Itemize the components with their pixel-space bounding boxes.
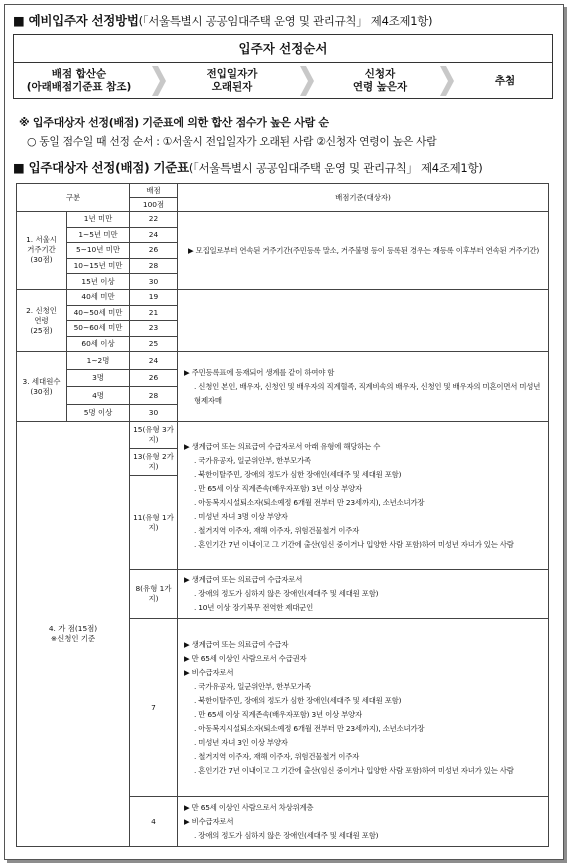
row-criterion: 1년 미만 xyxy=(67,212,130,228)
row-score: 4 xyxy=(130,797,178,847)
desc-line: . 철거지역 이주자, 재해 이주자, 위험건물철거 이주자 xyxy=(194,525,360,535)
step-line: 신청자 xyxy=(364,68,396,80)
chevron-right-icon xyxy=(440,66,454,96)
header-basis: 배점기준(대상자) xyxy=(178,184,549,212)
row-score: 30 xyxy=(130,274,178,290)
row-score: 21 xyxy=(130,305,178,321)
row-criterion: 50~60세 미만 xyxy=(67,321,130,337)
row-score: 28 xyxy=(130,258,178,274)
row-criterion: 5~10년 미만 xyxy=(67,243,130,259)
heading-reference: (「서울특별시 공공임대주택 운영 및 관리규칙」 제4조제1항) xyxy=(138,14,433,28)
note-tie-break: ○ 동일 점수일 때 선정 순서 : ①서울시 전입일자가 오래된 사람 ②신청자 연령이 높은 사람 xyxy=(27,135,437,148)
section-label: 2. 신청인 연령 (25점) xyxy=(17,289,67,351)
desc-line: ▶ 만 65세 이상인 사람으로서 차상위계층 xyxy=(184,802,314,812)
row-criterion: 1~5년 미만 xyxy=(67,227,130,243)
order-step-4 xyxy=(458,63,552,99)
desc-line: ▶ 만 65세 이상인 사람으로서 수급권자 xyxy=(184,653,307,663)
row-criterion: 60세 이상 xyxy=(67,336,130,352)
section-description xyxy=(178,422,549,570)
section-description xyxy=(178,212,549,290)
desc-line: ▶ 생계급여 또는 의료급여 수급자 xyxy=(184,639,289,649)
section-label: 3. 세대원수 (30점) xyxy=(17,352,67,422)
chevron-right-icon xyxy=(300,66,314,96)
row-score: 23 xyxy=(130,321,178,337)
row-criterion: 5명 이상 xyxy=(67,404,130,422)
desc-line: . 아동복지시설퇴소자(퇴소예정 6개월 전부터 만 23세까지), 소년소녀가장 xyxy=(194,497,425,507)
step-line: 전입일자가 xyxy=(206,68,258,80)
order-step-3 xyxy=(320,63,440,99)
criteria-table xyxy=(16,183,549,847)
row-criterion: 15년 이상 xyxy=(67,274,130,290)
desc-line: . 장애의 정도가 심하지 않은 장애인(세대주 및 세대원 포함) xyxy=(194,830,379,840)
row-score: 11(유형 1가지) xyxy=(130,476,178,570)
chevron-right-icon xyxy=(152,66,166,96)
desc-line: . 북한이탈주민, 장애의 정도가 심한 장애인(세대주 및 세대원 포함) xyxy=(194,469,402,479)
section-heading-selection-method xyxy=(13,11,432,29)
desc-line: ▶ 비수급자로서 xyxy=(184,816,234,826)
row-score: 24 xyxy=(130,352,178,370)
heading-marker: ■ xyxy=(13,13,25,28)
desc-line: . 만 65세 이상 직계존속(배우자포함) 3년 이상 부양자 xyxy=(194,483,362,493)
row-score: 26 xyxy=(130,369,178,387)
row-criterion: 40세 미만 xyxy=(67,289,130,305)
row-score: 19 xyxy=(130,289,178,305)
step-line: 배점 합산순 xyxy=(51,68,107,80)
desc-line: . 미성년 자녀 3인 이상 부양자 xyxy=(194,737,288,747)
heading-reference: (「서울특별시 공공임대주택 운영 및 관리규칙」 제4조제1항) xyxy=(188,161,483,175)
order-step-2 xyxy=(172,63,292,99)
row-score: 15(유형 3가지) xyxy=(130,422,178,449)
desc-line: . 미성년 자녀 3명 이상 부양자 xyxy=(194,511,288,521)
selection-order-box xyxy=(13,34,553,99)
desc-line: ▶ 모집일로부터 연속된 거주기간(주민등록 말소, 거주불명 등이 등록된 경우는 재등록 이후부터 연속된 거주기간) xyxy=(188,245,540,255)
heading-title: 예비입주자 선정방법 xyxy=(28,13,139,28)
section-description xyxy=(178,619,549,797)
section-description xyxy=(178,570,549,619)
row-score: 30 xyxy=(130,404,178,422)
row-criterion: 1~2명 xyxy=(67,352,130,370)
desc-line: . 10년 이상 장기복무 전역한 제대군인 xyxy=(194,603,314,613)
desc-line: ▶ 주민등록표에 등재되어 생계를 같이 하여야 함 xyxy=(184,367,335,377)
row-criterion: 4명 xyxy=(67,387,130,405)
section-description xyxy=(178,289,549,351)
desc-line: . 국가유공자, 일군위안부, 한부모가족 xyxy=(194,681,311,691)
note-total-score: ※ 입주대상자 선정(배점) 기준표에 의한 합산 점수가 높은 사람 순 xyxy=(19,116,329,129)
desc-line: . 만 65세 이상 직계존속(배우자포함) 3년 이상 부양자 xyxy=(194,709,362,719)
row-criterion: 10~15년 미만 xyxy=(67,258,130,274)
step-line: 오래된자 xyxy=(211,81,253,93)
selection-order-title: 입주자 선정순서 xyxy=(14,35,552,63)
step-line: 추첨 xyxy=(494,74,516,87)
desc-line: . 신청인 본인, 배우자, 신청인 및 배우자의 직계혈족, 직계비속의 배우자, 신청인 및 배우자의 미혼이면서 미성년 형제자매 xyxy=(194,381,541,405)
row-criterion: 3명 xyxy=(67,369,130,387)
header-score: 배점 xyxy=(130,184,178,198)
header-category: 구분 xyxy=(17,184,130,212)
desc-line: ▶ 비수급자로서 xyxy=(184,667,234,677)
row-score: 26 xyxy=(130,243,178,259)
desc-line: ▶ 생계급여 또는 의료급여 수급자로서 아래 유형에 해당하는 수 xyxy=(184,441,381,451)
selection-order-steps xyxy=(14,63,552,99)
step-line: 연령 높은자 xyxy=(352,81,408,93)
desc-line: . 북한이탈주민, 장애의 정도가 심한 장애인(세대주 및 세대원 포함) xyxy=(194,695,402,705)
row-score: 22 xyxy=(130,212,178,228)
section-description xyxy=(178,352,549,422)
heading-marker: ■ xyxy=(13,160,25,175)
row-score: 13(유형 2가지) xyxy=(130,449,178,476)
row-score: 8(유형 1가지) xyxy=(130,570,178,619)
row-score: 24 xyxy=(130,227,178,243)
desc-line: . 혼인기간 7년 이내이고 그 기간에 출산(임신 중이거나 입양한 사람 포함)하여 미성년 자녀가 있는 사람 xyxy=(194,765,514,775)
section-label: 1. 서울시 거주기간 (30점) xyxy=(17,212,67,290)
section-label: 4. 가 점(15점) ※신청인 기준 xyxy=(17,422,130,847)
section-heading-criteria xyxy=(13,158,482,176)
order-step-1 xyxy=(14,63,144,99)
step-line: (아래배점기준표 참조) xyxy=(26,81,132,93)
desc-line: . 아동복지시설퇴소자(퇴소예정 6개월 전부터 만 23세까지), 소년소녀가장 xyxy=(194,723,425,733)
desc-line: . 장애의 정도가 심하지 않은 장애인(세대주 및 세대원 포함) xyxy=(194,589,379,599)
heading-title: 입주대상자 선정(배점) 기준표 xyxy=(28,160,189,175)
section-description xyxy=(178,797,549,847)
desc-line: . 국가유공자, 일군위안부, 한부모가족 xyxy=(194,455,311,465)
desc-line: ▶ 생계급여 또는 의료급여 수급자로서 xyxy=(184,575,303,585)
row-score: 7 xyxy=(130,619,178,797)
row-score: 28 xyxy=(130,387,178,405)
row-criterion: 40~50세 미만 xyxy=(67,305,130,321)
desc-line: . 철거지역 이주자, 재해 이주자, 위험건물철거 이주자 xyxy=(194,751,360,761)
desc-line: . 혼인기간 7년 이내이고 그 기간에 출산(임신 중이거나 입양한 사람 포함)하여 미성년 자녀가 있는 사람 xyxy=(194,539,514,549)
header-score-total: 100점 xyxy=(130,198,178,212)
row-score: 25 xyxy=(130,336,178,352)
